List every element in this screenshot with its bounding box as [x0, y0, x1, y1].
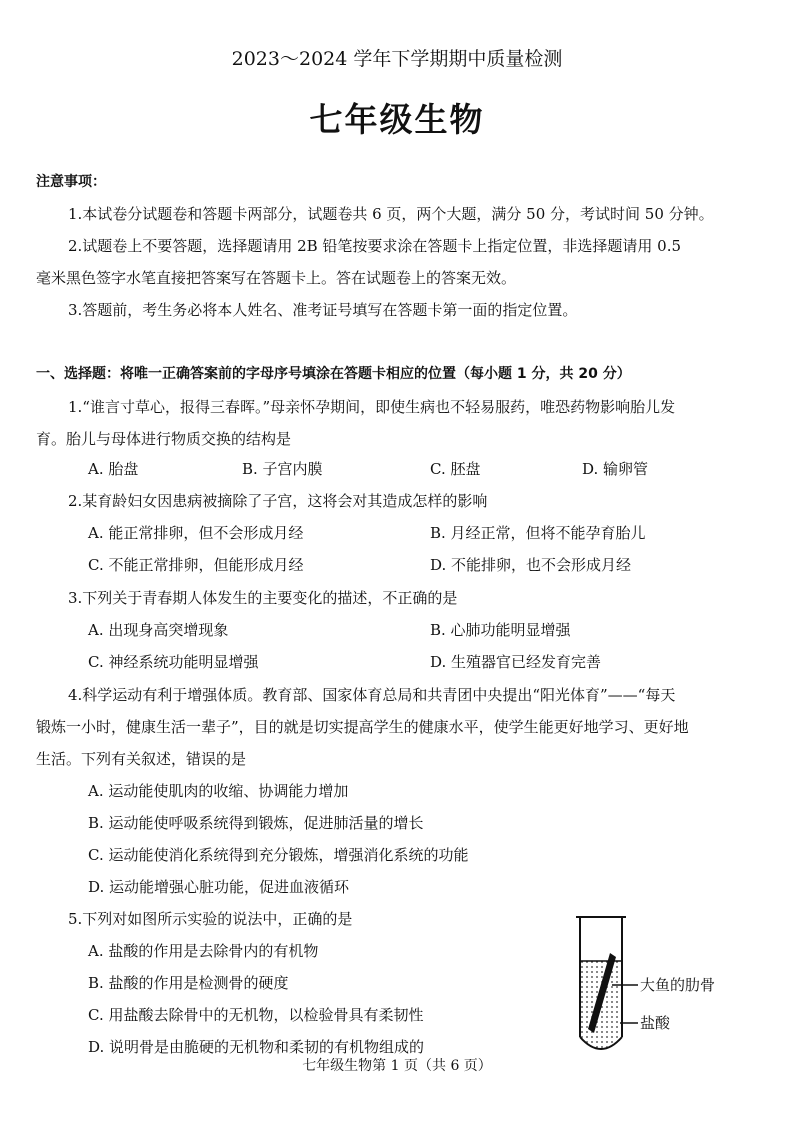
q2-option-b: B. 月经正常，但将不能孕育胎儿 — [430, 524, 646, 542]
q4-option-c: C. 运动能使消化系统得到充分锻炼，增强消化系统的功能 — [88, 846, 469, 864]
q2-option-a: A. 能正常排卵，但不会形成月经 — [88, 524, 304, 542]
q5-stem: 5.下列对如图所示实验的说法中，正确的是 — [68, 910, 353, 928]
q5-option-b: B. 盐酸的作用是检测骨的硬度 — [88, 974, 289, 992]
q5-option-d: D. 说明骨是由脆硬的无机物和柔韧的有机物组成的 — [88, 1038, 425, 1056]
q4-stem-line3: 生活。下列有关叙述，错误的是 — [36, 750, 247, 768]
rib-label: 大鱼的肋骨 — [640, 976, 716, 994]
note-item-2-line2: 毫米黑色签字水笔直接把答案写在答题卡上。答在试题卷上的答案无效。 — [36, 269, 517, 287]
q3-option-d: D. 生殖器官已经发育完善 — [430, 653, 602, 671]
q1-option-a: A. 胎盘 — [88, 460, 139, 478]
q4-option-b: B. 运动能使呼吸系统得到锻炼，促进肺活量的增长 — [88, 814, 424, 832]
q5-option-a: A. 盐酸的作用是去除骨内的有机物 — [88, 942, 319, 960]
q4-stem-line1: 4.科学运动有利于增强体质。教育部、国家体育总局和共青团中央提出“阳光体育”——“每天 — [68, 686, 676, 704]
q1-option-b: B. 子宫内膜 — [242, 460, 323, 478]
page-title: 七年级生物 — [309, 100, 485, 139]
test-tube-figure — [560, 905, 780, 1065]
q3-option-c: C. 神经系统功能明显增强 — [88, 653, 259, 671]
q1-stem-line1: 1.“谁言寸草心，报得三春晖。”母亲怀孕期间，即使生病也不轻易服药，唯恐药物影响胎儿发 — [68, 398, 676, 416]
section-heading: 一、选择题：将唯一正确答案前的字母序号填涂在答题卡相应的位置（每小题 1 分，共 20 分） — [36, 366, 631, 382]
note-item-2-line1: 2.试题卷上不要答题，选择题请用 2B 铅笔按要求涂在答题卡上指定位置，非选择题请用 0.5 — [68, 237, 682, 255]
q4-stem-line2: 锻炼一小时，健康生活一辈子”，目的就是切实提高学生的健康水平，使学生能更好地学习、更好地 — [36, 718, 689, 736]
q1-stem-line2: 育。胎儿与母体进行物质交换的结构是 — [36, 430, 292, 448]
q3-option-a: A. 出现身高突增现象 — [88, 621, 229, 639]
q4-option-a: A. 运动能使肌肉的收缩、协调能力增加 — [88, 782, 349, 800]
q2-option-d: D. 不能排卵，也不会形成月经 — [430, 556, 632, 574]
exam-header: 2023～2024 学年下学期期中质量检测 — [231, 48, 563, 70]
q4-option-d: D. 运动能增强心脏功能，促进血液循环 — [88, 878, 350, 896]
notes-heading: 注意事项： — [36, 174, 106, 190]
q2-option-c: C. 不能正常排卵，但能形成月经 — [88, 556, 304, 574]
note-item-3: 3.答题前，考生务必将本人姓名、准考证号填写在答题卡第一面的指定位置。 — [68, 301, 578, 319]
page-footer: 七年级生物第 1 页（共 6 页） — [302, 1058, 492, 1074]
q1-option-c: C. 胚盘 — [430, 460, 481, 478]
note-item-1: 1.本试卷分试题卷和答题卡两部分，试题卷共 6 页，两个大题，满分 50 分，考试时间 50 分钟。 — [68, 205, 714, 223]
q3-stem: 3.下列关于青春期人体发生的主要变化的描述，不正确的是 — [68, 589, 458, 607]
q5-option-c: C. 用盐酸去除骨中的无机物，以检验骨具有柔韧性 — [88, 1006, 424, 1024]
q3-option-b: B. 心肺功能明显增强 — [430, 621, 571, 639]
q1-option-d: D. 输卵管 — [582, 460, 649, 478]
q2-stem: 2.某育龄妇女因患病被摘除了子宫，这将会对其造成怎样的影响 — [68, 492, 488, 510]
acid-label: 盐酸 — [640, 1014, 671, 1032]
